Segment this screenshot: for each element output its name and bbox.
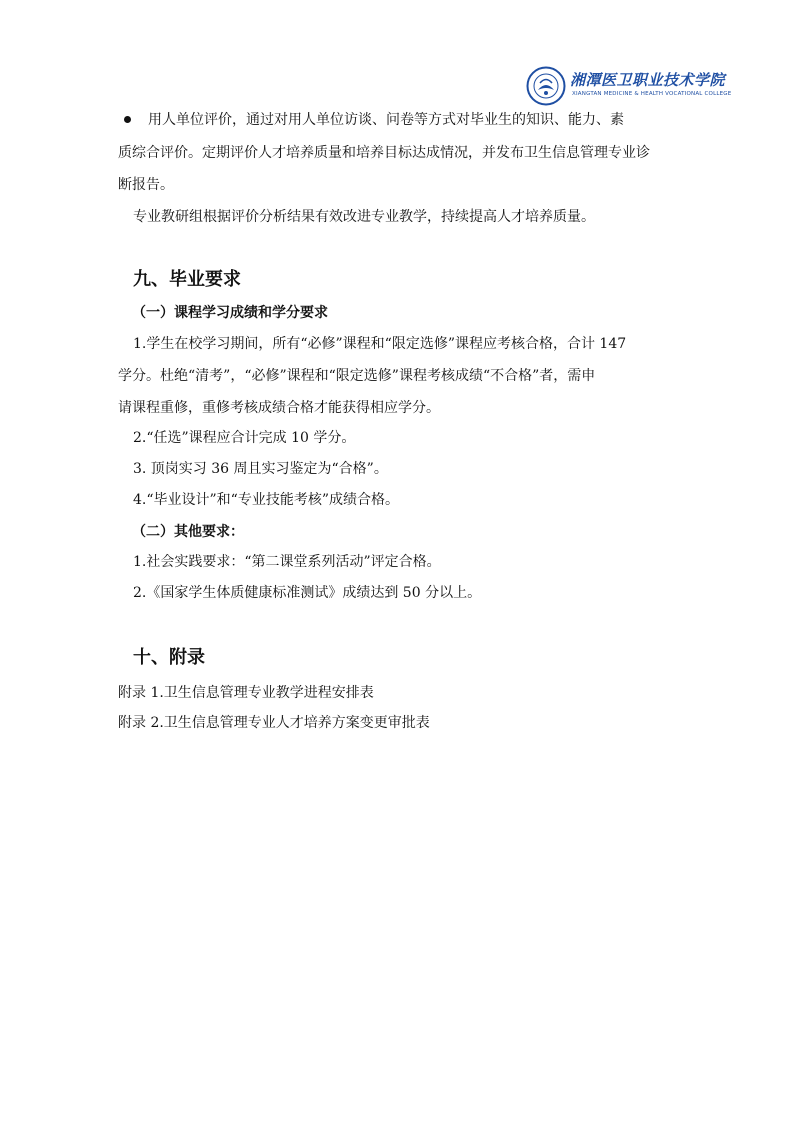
logo-english-name: XIANGTAN MEDICINE & HEALTH VOCATIONAL COLLEGE bbox=[572, 91, 732, 97]
other-requirement-1: 1.社会实践要求：“第二课堂系列活动”评定合格。 bbox=[133, 554, 441, 570]
appendix-2: 附录 2.卫生信息管理专业人才培养方案变更审批表 bbox=[118, 715, 430, 731]
subsection-2-heading: （二）其他要求： bbox=[132, 524, 244, 540]
logo-chinese-name: 湘潭医卫职业技术学院 bbox=[570, 71, 726, 89]
improvement-paragraph: 专业教研组根据评价分析结果有效改进专业教学，持续提高人才培养质量。 bbox=[133, 209, 595, 225]
bullet-icon bbox=[124, 116, 131, 123]
college-logo bbox=[526, 66, 732, 106]
section-10-heading: 十、附录 bbox=[133, 647, 205, 668]
requirement-3: 3. 顶岗实习 36 周且实习鉴定为“合格”。 bbox=[133, 461, 388, 477]
requirement-4: 4.“毕业设计”和“专业技能考核”成绩合格。 bbox=[133, 492, 399, 508]
requirement-2: 2.“任选”课程应合计完成 10 学分。 bbox=[133, 430, 356, 446]
bullet-text-line1: 用人单位评价，通过对用人单位访谈、问卷等方式对毕业生的知识、能力、素 bbox=[148, 112, 624, 128]
requirement-1-line3: 请课程重修，重修考核成绩合格才能获得相应学分。 bbox=[118, 400, 440, 416]
appendix-1: 附录 1.卫生信息管理专业教学进程安排表 bbox=[118, 685, 374, 701]
bullet-text-line2: 质综合评价。定期评价人才培养质量和培养目标达成情况，并发布卫生信息管理专业诊 bbox=[118, 145, 650, 161]
subsection-1-heading: （一）课程学习成绩和学分要求 bbox=[132, 305, 328, 321]
requirement-1-line2: 学分。杜绝“清考”，“必修”课程和“限定选修”课程考核成绩“不合格”者，需申 bbox=[118, 368, 596, 384]
bullet-text-line3: 断报告。 bbox=[118, 177, 174, 193]
college-emblem-icon bbox=[526, 66, 566, 106]
section-9-heading: 九、毕业要求 bbox=[133, 269, 241, 290]
other-requirement-2: 2.《国家学生体质健康标准测试》成绩达到 50 分以上。 bbox=[133, 585, 482, 601]
requirement-1-line1: 1.学生在校学习期间，所有“必修”课程和“限定选修”课程应考核合格，合计 147 bbox=[133, 336, 627, 352]
